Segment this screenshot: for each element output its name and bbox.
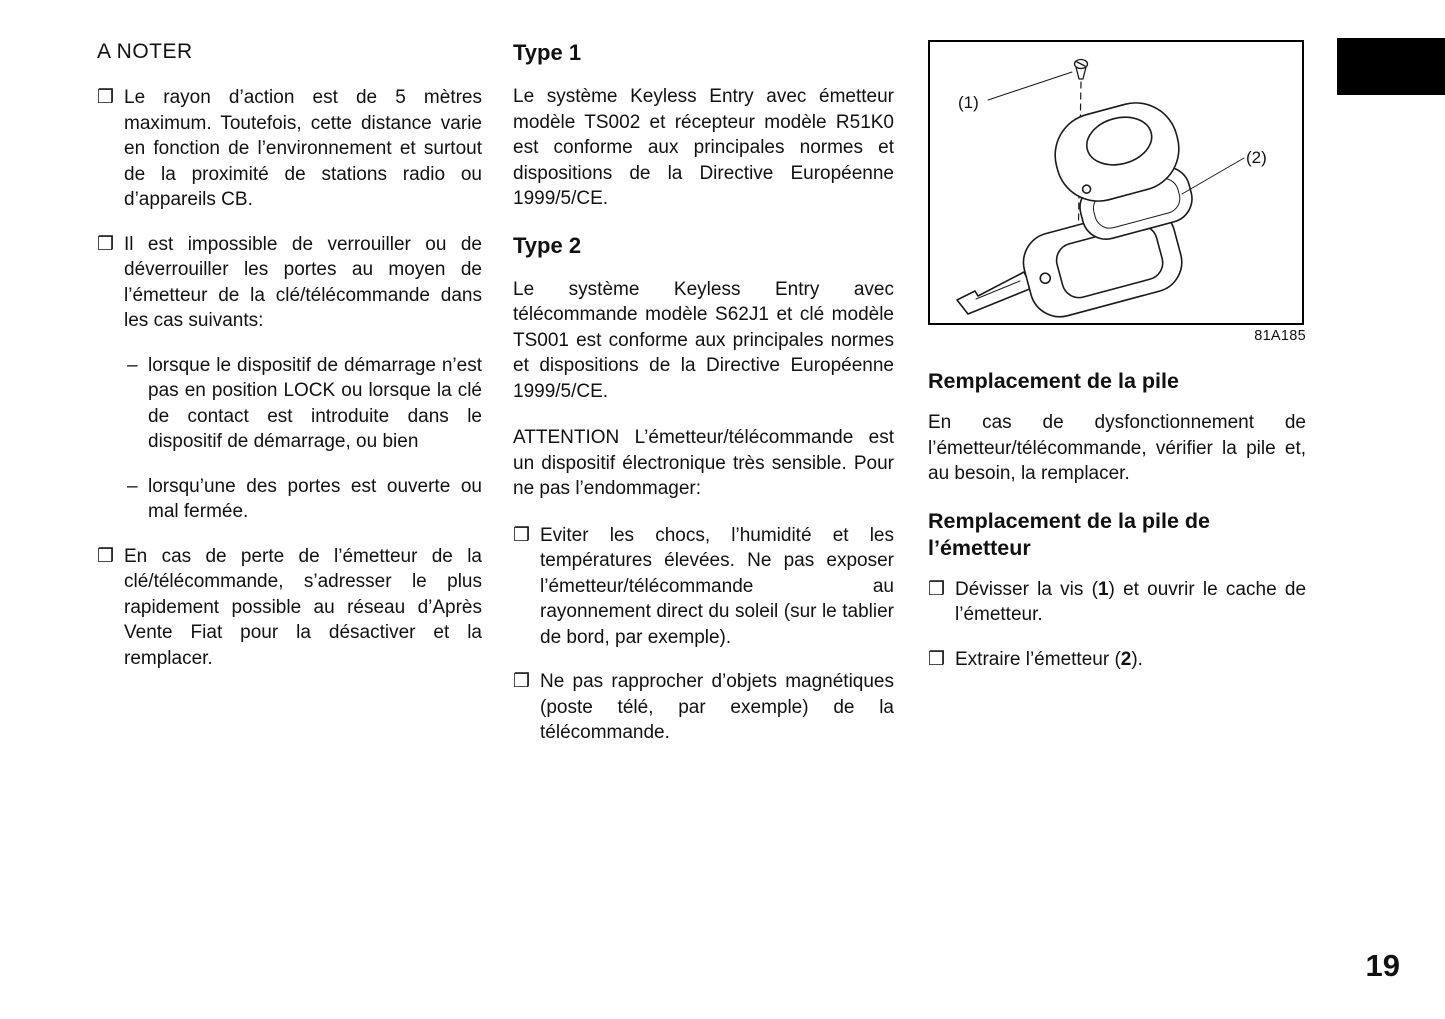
list-item-text: En cas de perte de l’émetteur de la clé/télécommande, s’adresser le plus rapidement possible au réseau d’Après Vente Fiat pour la désactiver et la remplacer.: [124, 545, 482, 669]
heading-type-2: Type 2: [513, 232, 582, 258]
list-item-text: lorsque le dispositif de démarrage n’est pas en position LOCK ou lorsque la clé de contact est introduite dans le dispositif de démarrage, ou bien: [148, 354, 482, 452]
column-notes: [97, 40, 482, 690]
list-item-text: Eviter les chocs, l’humidité et les températures élevées. Ne pas exposer l’émetteur/télécommande au rayonnement direct du soleil (sur le tablier de bord, par exemple).: [540, 524, 894, 648]
square-bullet-icon: ❒: [97, 87, 115, 108]
section-heading-a-noter: A NOTER: [97, 40, 193, 63]
list-item-text: Le rayon d’action est de 5 mètres maximum. Toutefois, cette distance varie en fonction de l’environnement et surtout de la proximité de stations radio ou d’appareils CB.: [124, 87, 482, 210]
label1-leader-line: [988, 72, 1072, 100]
column-replacement: [928, 40, 1306, 691]
square-bullet-icon: ❒: [928, 648, 946, 670]
heading-type-1: Type 1: [513, 40, 582, 65]
label2-leader-line: [1182, 158, 1244, 194]
screw-icon: [1075, 60, 1088, 80]
remplacement-paragraph: En cas de dysfonctionnement de l’émetteur/télécommande, vérifier la pile et, au besoin, la remplacer.: [928, 412, 1306, 484]
figure-label-2: (2): [1246, 148, 1267, 167]
heading-remplacement-pile-emetteur: Remplacement de la pile de l’émetteur: [928, 508, 1210, 560]
list-subitem: [127, 353, 482, 455]
section-corner-tab: [1337, 38, 1445, 95]
list-item: [97, 232, 482, 334]
list-item-text: Il est impossible de verrouiller ou de déverrouiller les portes au moyen de l’émetteur de la clé/télécommande dans les cas suivants:: [124, 233, 482, 331]
list-item: [97, 544, 482, 672]
list-item-text: [955, 649, 1143, 670]
text-fragment: Dévisser la vis (: [955, 578, 1098, 600]
square-bullet-icon: ❒: [97, 545, 115, 567]
square-bullet-icon: ❒: [97, 233, 115, 255]
square-bullet-icon: ❒: [513, 671, 531, 692]
figure-box: [928, 40, 1304, 325]
list-item: [928, 647, 1306, 673]
type-1-paragraph: Le système Keyless Entry avec émetteur modèle TS002 et récepteur modèle R51K0 est conforme aux principales normes et dispositions de la Directive Européenne 1999/5/CE.: [513, 86, 894, 209]
step-number: 2: [1120, 648, 1132, 670]
text-fragment: Extraire l’émetteur (: [955, 648, 1121, 670]
text-fragment: ) et ouvrir le cache de l’émetteur.: [955, 578, 1307, 625]
list-item-text: Ne pas rapprocher d’objets magnétiques (poste télé, par exemple) de la télécommande.: [540, 671, 894, 743]
key-illustration: [930, 42, 1302, 323]
text-fragment: ).: [1131, 648, 1143, 670]
list-subitem: [127, 474, 482, 525]
list-item: [513, 669, 894, 746]
heading-remplacement-pile: Remplacement de la pile: [928, 369, 1179, 393]
square-bullet-icon: ❒: [928, 578, 946, 600]
step-number: 1: [1097, 578, 1109, 600]
square-bullet-icon: ❒: [513, 524, 531, 546]
dash-bullet-icon: –: [127, 475, 138, 497]
list-item: [928, 577, 1306, 628]
list-item: [97, 85, 482, 213]
figure-code: 81A185: [1254, 328, 1306, 344]
figure-label-1: (1): [958, 93, 979, 112]
dash-bullet-icon: –: [127, 354, 138, 376]
list-item-text: [955, 579, 1306, 626]
page-number: 19: [1365, 948, 1400, 983]
list-item-text: lorsqu’une des portes est ouverte ou mal fermée.: [148, 475, 482, 522]
column-types: [513, 40, 894, 765]
type-2-paragraph: Le système Keyless Entry avec télécommande modèle S62J1 et clé modèle TS001 est conforme aux principales normes et dispositions de la Directive Européenne 1999/5/CE.: [513, 278, 894, 402]
list-item: [513, 523, 894, 651]
attention-paragraph: ATTENTION L’émetteur/télécommande est un dispositif électronique très sensible. Pour ne pas l’endommager:: [513, 427, 894, 499]
